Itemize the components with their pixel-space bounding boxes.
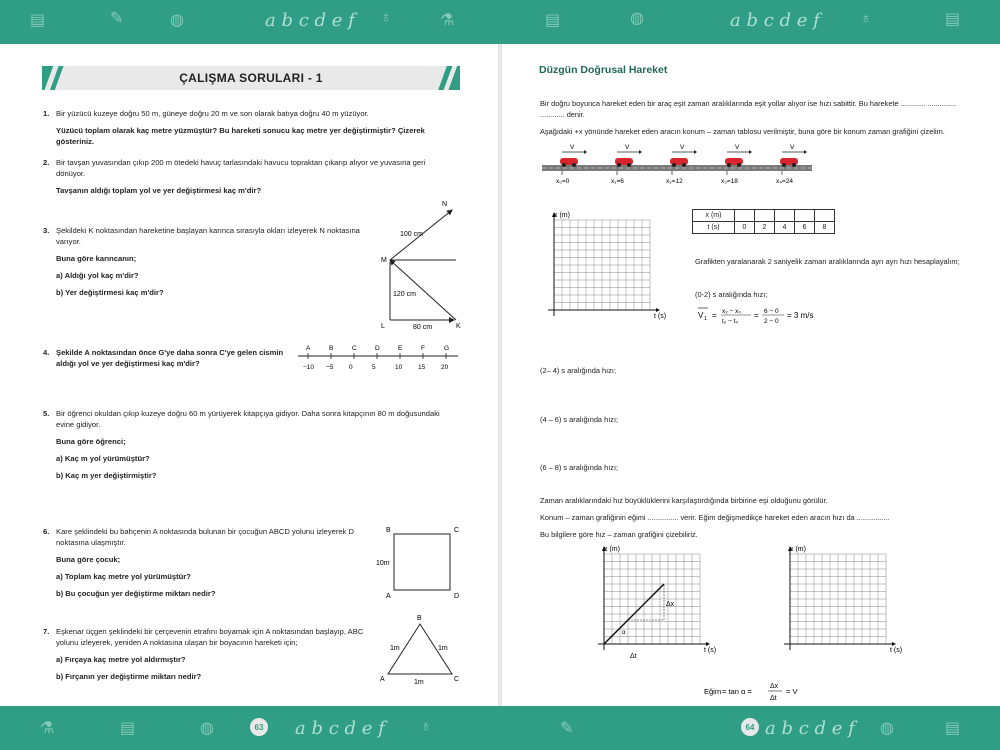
question-text: Bir öğrenci okuldan çıkıp kuzeye doğru 60 m yürüyerek kitapçıya gidiyor. Daha sonra kitapçının 80 m doğusundaki evine gidiyor. [56,409,440,429]
book-icon-3: ▤ [945,11,961,28]
velocity-arrowhead [804,150,807,154]
triangle-figure [378,614,468,684]
number-line-letter: C [352,345,357,352]
velocity-arrowhead [749,150,752,154]
slope-eq1: = tan α = [722,687,752,696]
question-part-b: b) Bu çocuğun yer değiştirme miktarı nedir? [56,589,216,598]
globe-icon-b2: ◍ [880,720,894,737]
section-title: Düzgün Doğrusal Hareket [539,64,668,76]
car-position-label: x₂=12 [666,178,683,185]
label-side-ac: 1m [414,679,424,686]
slope-formula [704,680,844,704]
interval-4-text: (6 – 8) s aralığında hızı; [540,463,619,472]
graph2-xlabel: t (s) [704,647,717,654]
table-t-value: 0 [735,222,755,234]
label-l: L [381,323,385,330]
question-text: Eşkenar üçgen şeklindeki bir çerçevenin etrafını boyamak için A noktasından başlayıp, ABC yolunu izleyerek, yeniden A noktasına ulaşan bir boyacının hareketi için; [56,627,364,647]
number-line-letter: G [444,345,450,352]
question-text: Kare şeklindeki bu bahçenin A noktasında bulunan bir çocuğun ABCD yolunu izleyerek D noktasına ulaşmıştır. [56,527,355,547]
velocity-label: V [790,144,795,151]
question-part-a: a) Aldığı yol kaç m'dir? [56,271,139,280]
interval-2-text: (2– 4) s aralığında hızı; [540,366,616,375]
position-time-graph-empty [542,212,692,342]
formula-v: V [698,311,704,320]
question-part-a: a) Fırçaya kaç metre yol aldırmıştır? [56,655,186,664]
question-part-a: a) Kaç m yol yürümüştür? [56,454,150,463]
title-stripes-right [432,66,460,90]
tube-icon: ⚗ [440,12,455,29]
square [394,534,450,590]
slope-eq2: = V [786,687,798,696]
page-number-right: 64 [741,718,759,736]
header-band [0,0,1000,44]
position-time-table [692,209,835,234]
question-part-a: a) Toplam kaç metre yol yürümüştür? [56,572,191,581]
arrow-k-to-m [390,260,456,320]
number-line-letter: D [375,345,380,352]
number-line-figure [298,344,468,374]
x-axis-arrowhead [892,642,896,646]
car-wheel [682,163,686,167]
question-prompt: Buna göre çocuk; [56,555,121,564]
number-line-value: 20 [441,364,449,371]
label-m: M [381,257,387,264]
formula-result: = 3 m/s [787,311,814,320]
car-wheel [737,163,741,167]
number-line-value: 5 [372,364,376,371]
formula-sub: 1 [704,316,708,322]
question-text: Bir yüzücü kuzeye doğru 50 m, güneye doğru 20 m ve son olarak batıya doğru 40 m yüzüyor. [56,109,369,118]
question-part-b: b) Yer değiştirmesi kaç m'dir? [56,288,164,297]
delta-x-label: Δx [666,601,675,608]
label-c: C [454,527,460,534]
table-t-value: 8 [815,222,835,234]
interval-3-text: (4 – 6) s aralığında hızı; [540,415,619,424]
question-number: 4. [43,348,50,357]
globe-icon: ◍ [170,12,184,29]
car-wheel [617,163,621,167]
summary-2-text: Konum – zaman grafiğinin eğimi ............... verir. Eğim değişmedikçe hareket eden aracın hızı da ................ [540,513,890,522]
tube-icon-b: ⚗ [40,720,55,737]
number-line-value: 15 [418,364,426,371]
number-line-letter: B [329,345,334,352]
label-a: A [380,676,385,683]
question-prompt: Buna göre öğrenci; [56,437,126,446]
question-prompt: Şekilde A noktasından önce G'ye daha sonra C'ye gelen cismin aldığı yol ve yer değiştirmesi kaç m'dir? [56,348,284,368]
label-c: C [454,676,460,683]
label-b: B [417,615,422,622]
question-part-b: b) Kaç m yer değiştirmiştir? [56,471,157,480]
summary-1-text: Zaman aralıklarındaki hız büyüklüklerini karşılaştırdığında birbirine eşi olduğunu görülür. [540,496,828,505]
car-position-label: x₁=6 [611,178,624,185]
graph1-xlabel: t (s) [654,313,667,320]
label-k: K [456,323,461,330]
velocity-arrowhead [694,150,697,154]
car-wheel [627,163,631,167]
question-number: 1. [43,109,50,118]
formula-num1: x₂ − x₀ [722,308,742,315]
velocity-arrowhead [584,150,587,154]
velocity-label: V [570,144,575,151]
slope-label: Eğim [704,687,722,696]
label-120cm: 120 cm [393,291,416,298]
book-icon-b2: ▤ [945,720,961,737]
graph3-xlabel: t (s) [890,647,903,654]
footer-script-left: a b c d e f [295,718,385,739]
alpha-label: α [622,630,626,636]
book-icon: ▤ [30,12,46,29]
question-3 [43,225,376,304]
label-n: N [442,201,448,208]
table-x-label: x (m) [693,210,735,222]
question-text: Bir tavşan yuvasından çıkıp 200 m ötedeki havuç tarlasındaki havucu topraktan çıkarıp alıyor ve yuvasına geri dönüyor. [56,158,426,178]
car-wheel [727,163,731,167]
question-number: 3. [43,226,50,235]
delta-t-label: Δt [630,653,637,660]
number-line-value: 10 [395,364,403,371]
car-position-label: x₄=24 [776,178,793,185]
table-t-value: 2 [755,222,775,234]
label-d: D [454,593,460,600]
intro-text: Bir doğru boyunca hareket eden bir araç eşit zaman aralıklarında eşit yollar alıyor ise hızı sabittir. Bu harekete ............ .............. [540,99,957,108]
apple-icon-2: ♁ [860,10,872,27]
pencil-icon: ✎ [110,10,124,27]
velocity-label: V [735,144,740,151]
label-80cm: 80 cm [413,324,433,331]
summary-3-text: Bu bilgilere göre hız – zaman grafiğini çizebiliriz. [540,530,698,539]
label-side-ab: 1m [390,645,400,652]
car-wheel [562,163,566,167]
slope-num: Δx [770,683,779,690]
ant-path-figure [378,201,478,331]
square-garden-figure [372,526,462,601]
right-page [502,44,1000,706]
header-script-right: a b c d e f [730,10,820,31]
question-4 [43,347,296,375]
table-t-value: 4 [775,222,795,234]
velocity-label: V [625,144,630,151]
graph2-ylabel: x (m) [604,546,620,553]
formula-eq: = [712,311,717,320]
velocity-time-graph-empty [778,546,928,676]
label-100cm: 100 cm [400,231,423,238]
label-a: A [386,593,391,600]
question-number: 7. [43,627,50,636]
graph1-ylabel: x (m) [554,212,570,219]
speed-intro-text: Grafikten yaralanarak 2 saniyelik zaman aralıklarında ayrı ayrı hızı hesaplayalım; [695,257,960,266]
label-b: B [386,527,391,534]
number-line-value: 0 [349,364,353,371]
question-prompt: Buna göre karıncanın; [56,254,137,263]
car-position-label: x₀=0 [556,178,570,185]
apple-icon-b: ♁ [420,718,432,735]
globe-icon-2: ◍ [630,10,644,27]
question-prompt: Yüzücü toplam olarak kaç metre yüzmüştür? Bu hareketi sonucu kaç metre yer değiştirmiştir? Çizerek gösteriniz. [56,126,425,146]
number-line-value: −5 [326,364,334,371]
number-line-value: −10 [303,364,315,371]
book-icon-b: ▤ [120,720,136,737]
label-side-bc: 1m [438,645,448,652]
number-line-letter: F [421,345,425,352]
velocity-formula [696,304,846,330]
graph3-ylabel: x (m) [790,546,806,553]
apple-icon: ♁ [380,9,392,26]
car-wheel [572,163,576,167]
number-line-letter: E [398,345,403,352]
formula-num2: 6 − 0 [764,308,779,315]
question-prompt: Tavşanın aldığı toplam yol ve yer değiştirmesi kaç m'dir? [56,186,262,195]
car-position-label: x₃=18 [721,178,738,185]
globe-icon-b: ◍ [200,720,214,737]
question-number: 6. [43,527,50,536]
label-side: 10m [376,560,390,567]
x-axis-arrowhead [656,308,660,312]
worksheet-title-bar [42,66,460,90]
footer-script-right: a b c d e f [765,718,855,739]
pencil-icon-b: ✎ [560,720,574,737]
question-1 [43,108,456,153]
x-axis-arrowhead [706,642,710,646]
question-2 [43,157,456,202]
question-text: Şekildeki K noktasından hareketine başlayan karınca sırasıyla okları izleyerek N noktasına varıyor. [56,226,360,246]
header-script-left: a b c d e f [265,10,355,31]
question-5 [43,408,456,487]
footer-band [0,706,1000,750]
velocity-arrowhead [639,150,642,154]
formula-den1: t₂ − t₀ [722,318,739,325]
formula-den2: 2 − 0 [764,318,779,325]
number-line-letter: A [306,345,311,352]
formula-eq2: = [754,311,759,320]
position-time-graph-slope [592,546,742,676]
left-page [0,44,498,706]
slope-den: Δt [770,695,777,702]
question-number: 5. [43,409,50,418]
table-intro-text: Aşağıdaki +x yönünde hareket eden aracın konum – zaman tablosu verilmiştir, buna göre bir konum zaman grafiğini çizelim. [540,127,945,136]
question-6 [43,526,374,605]
title-stripes-left [42,66,70,90]
interval-1-text: (0-2) s aralığında hızı; [695,290,768,299]
book-icon-2: ▤ [545,12,561,29]
question-number: 2. [43,158,50,167]
velocity-label: V [680,144,685,151]
cars-road-figure [542,146,822,186]
table-t-value: 6 [795,222,815,234]
question-7 [43,626,374,688]
car-wheel [782,163,786,167]
car-wheel [672,163,676,167]
table-t-label: t (s) [693,222,735,234]
question-part-b: b) Fırçanın yer değiştirme miktarı nedir? [56,672,202,681]
worksheet-title: ÇALIŞMA SORULARI - 1 [179,71,323,85]
page-number-left: 63 [250,718,268,736]
intro-text-2: ............ denir. [540,110,585,119]
car-wheel [792,163,796,167]
